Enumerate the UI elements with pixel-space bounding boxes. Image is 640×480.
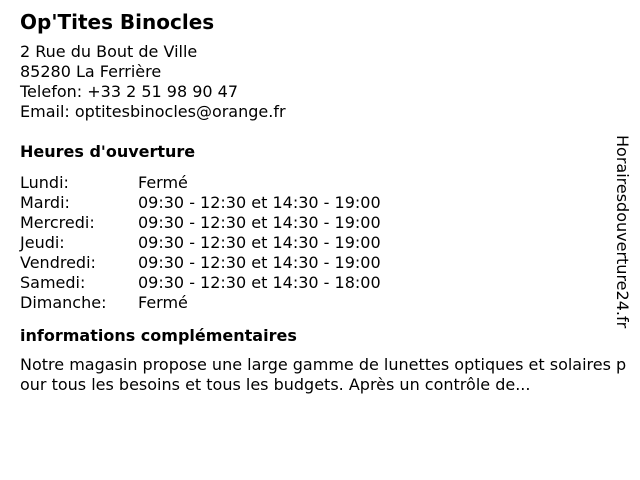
contact-block xyxy=(20,42,630,122)
day-label: Samedi: xyxy=(20,273,86,292)
site-watermark: Horairesdouverture24.fr xyxy=(613,135,632,329)
hours-row-thursday xyxy=(20,233,630,253)
hours-row-sunday xyxy=(20,293,630,313)
day-hours: 09:30 - 12:30 et 14:30 - 19:00 xyxy=(138,233,381,252)
day-label: Jeudi: xyxy=(20,233,65,252)
day-label: Dimanche: xyxy=(20,293,107,312)
hours-row-monday xyxy=(20,173,630,193)
day-hours: Fermé xyxy=(138,173,188,192)
opening-hours-table xyxy=(20,173,630,313)
day-label: Lundi: xyxy=(20,173,69,192)
additional-info-text: Notre magasin propose une large gamme de lunettes optiques et solaires pour tous les besoins et tous les budgets. Après un contrôle de... xyxy=(20,355,627,394)
hours-row-wednesday xyxy=(20,213,630,233)
day-hours: Fermé xyxy=(138,293,188,312)
address-street: 2 Rue du Bout de Ville xyxy=(20,42,198,61)
day-label: Vendredi: xyxy=(20,253,96,272)
day-hours: 09:30 - 12:30 et 14:30 - 19:00 xyxy=(138,213,381,232)
hours-row-tuesday xyxy=(20,193,630,213)
business-name: Op'Tites Binocles xyxy=(20,10,215,34)
day-hours: 09:30 - 12:30 et 14:30 - 19:00 xyxy=(138,253,381,272)
address-city: 85280 La Ferrière xyxy=(20,62,162,81)
additional-info-heading: informations complémentaires xyxy=(20,326,297,345)
email-address: Email: optitesbinocles@orange.fr xyxy=(20,102,286,121)
phone-number: Telefon: +33 2 51 98 90 47 xyxy=(20,82,239,101)
hours-row-friday xyxy=(20,253,630,273)
hours-row-saturday xyxy=(20,273,630,293)
opening-hours-heading: Heures d'ouverture xyxy=(20,142,196,161)
business-card xyxy=(20,8,630,395)
day-label: Mardi: xyxy=(20,193,70,212)
day-hours: 09:30 - 12:30 et 14:30 - 19:00 xyxy=(138,193,381,212)
day-label: Mercredi: xyxy=(20,213,95,232)
day-hours: 09:30 - 12:30 et 14:30 - 18:00 xyxy=(138,273,381,292)
